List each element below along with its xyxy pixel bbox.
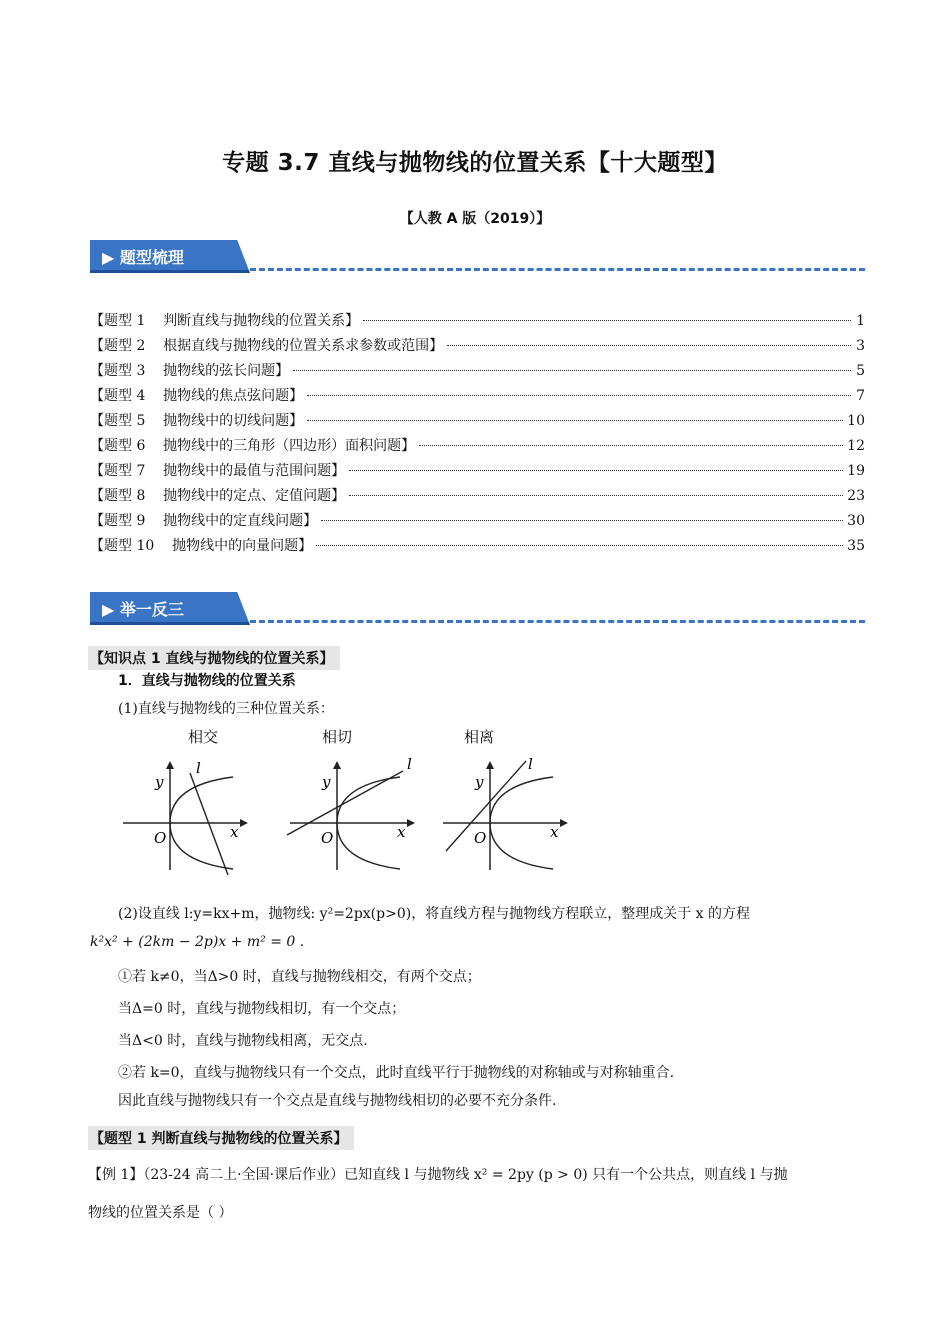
toc-leader <box>363 320 851 321</box>
toc-page-number: 7 <box>856 388 865 404</box>
toc-leader <box>293 370 851 371</box>
toc-entry[interactable] <box>90 460 865 485</box>
toc-label: 【题型 10 抛物线中的向量问题】 <box>90 538 313 554</box>
toc-entry[interactable] <box>90 410 865 435</box>
x-axis-label: x <box>397 823 406 841</box>
toc-page-number: 5 <box>856 363 865 379</box>
y-axis-label: y <box>322 773 331 791</box>
figure-caption: 相切 <box>322 728 353 746</box>
paragraph: (1)直线与抛物线的三种位置关系： <box>118 701 334 717</box>
section-banner-toc <box>90 240 865 274</box>
toc-page-number: 30 <box>847 513 865 529</box>
equation: k²x² + (2km − 2p)x + m² = 0 . <box>90 934 305 950</box>
toc-entry[interactable] <box>90 335 865 360</box>
toc-label: 【题型 9 抛物线中的定直线问题】 <box>90 513 318 529</box>
toc-entry[interactable] <box>90 510 865 535</box>
toc-page-number: 12 <box>847 438 865 454</box>
play-icon: ▶ <box>102 248 120 267</box>
toc-leader <box>447 345 851 346</box>
figure-tangent <box>285 755 420 875</box>
toc-page-number: 23 <box>847 488 865 504</box>
toc-entry[interactable] <box>90 435 865 460</box>
toc-leader <box>349 470 843 471</box>
y-axis-label: y <box>475 773 484 791</box>
origin-label: O <box>474 829 487 847</box>
figure-separate <box>438 755 573 875</box>
toc-leader <box>321 520 843 521</box>
section-banner-examples <box>90 592 865 626</box>
figure-intersect <box>118 755 253 875</box>
toc-entry[interactable] <box>90 535 865 560</box>
toc-label: 【题型 1 判断直线与抛物线的位置关系】 <box>90 313 360 329</box>
page-title: 专题 3.7 直线与抛物线的位置关系【十大题型】 <box>222 150 728 176</box>
toc-leader <box>307 420 843 421</box>
line-label: l <box>528 755 533 773</box>
origin-label: O <box>154 829 167 847</box>
toc-entry[interactable] <box>90 485 865 510</box>
toc-page-number: 35 <box>847 538 865 554</box>
toc-page-number: 10 <box>847 413 865 429</box>
toc-leader <box>307 395 851 396</box>
toc-leader <box>419 445 843 446</box>
origin-label: O <box>321 829 334 847</box>
figure-caption: 相离 <box>464 728 495 746</box>
table-of-contents <box>90 310 865 560</box>
edition-subtitle: 【人教 A 版（2019）】 <box>399 211 551 227</box>
paragraph: (2)设直线 l:y=kx+m，抛物线: y²=2px(p>0)，将直线方程与抛物线方程联立，整理成关于 x 的方程 <box>118 906 751 922</box>
toc-page-number: 19 <box>847 463 865 479</box>
toc-label: 【题型 3 抛物线的弦长问题】 <box>90 363 290 379</box>
toc-label: 【题型 6 抛物线中的三角形（四边形）面积问题】 <box>90 438 416 454</box>
toc-label: 【题型 5 抛物线中的切线问题】 <box>90 413 304 429</box>
example-text: 【例 1】（23-24 高二上·全国·课后作业）已知直线 l 与抛物线 x² = 2py (p > 0) 只有一个公共点，则直线 l 与抛 <box>88 1167 788 1183</box>
paragraph: ①若 k≠0，当Δ>0 时，直线与抛物线相交，有两个交点； <box>118 969 481 985</box>
paragraph: ②若 k=0，直线与抛物线只有一个交点，此时直线平行于抛物线的对称轴或与对称轴重合. <box>118 1065 675 1081</box>
toc-label: 【题型 2 根据直线与抛物线的位置关系求参数或范围】 <box>90 338 444 354</box>
play-icon: ▶ <box>102 600 120 619</box>
line-label: l <box>196 759 201 777</box>
paragraph: 当Δ<0 时，直线与抛物线相离，无交点. <box>118 1033 368 1049</box>
example-text: 物线的位置关系是（ ） <box>88 1205 233 1221</box>
figure-caption: 相交 <box>188 728 219 746</box>
toc-label: 【题型 4 抛物线的焦点弦问题】 <box>90 388 304 404</box>
banner-title: 题型梳理 <box>119 248 184 267</box>
toc-leader <box>316 545 843 546</box>
x-axis-label: x <box>230 823 239 841</box>
section-heading: 1．直线与抛物线的位置关系 <box>118 673 296 689</box>
paragraph: 当Δ=0 时，直线与抛物线相切，有一个交点； <box>118 1001 406 1017</box>
y-axis-label: y <box>155 773 164 791</box>
toc-entry[interactable] <box>90 310 865 335</box>
line-label: l <box>407 755 412 773</box>
toc-label: 【题型 7 抛物线中的最值与范围问题】 <box>90 463 346 479</box>
paragraph: 因此直线与抛物线只有一个交点是直线与抛物线相切的必要不充分条件. <box>118 1093 557 1109</box>
toc-entry[interactable] <box>90 360 865 385</box>
knowledge-tag: 【知识点 1 直线与抛物线的位置关系】 <box>88 646 340 670</box>
x-axis-label: x <box>550 823 559 841</box>
banner-title: 举一反三 <box>119 600 184 619</box>
toc-label: 【题型 8 抛物线中的定点、定值问题】 <box>90 488 346 504</box>
toc-page-number: 3 <box>856 338 865 354</box>
toc-page-number: 1 <box>856 313 865 329</box>
type-tag: 【题型 1 判断直线与抛物线的位置关系】 <box>88 1126 354 1150</box>
toc-leader <box>349 495 843 496</box>
toc-entry[interactable] <box>90 385 865 410</box>
